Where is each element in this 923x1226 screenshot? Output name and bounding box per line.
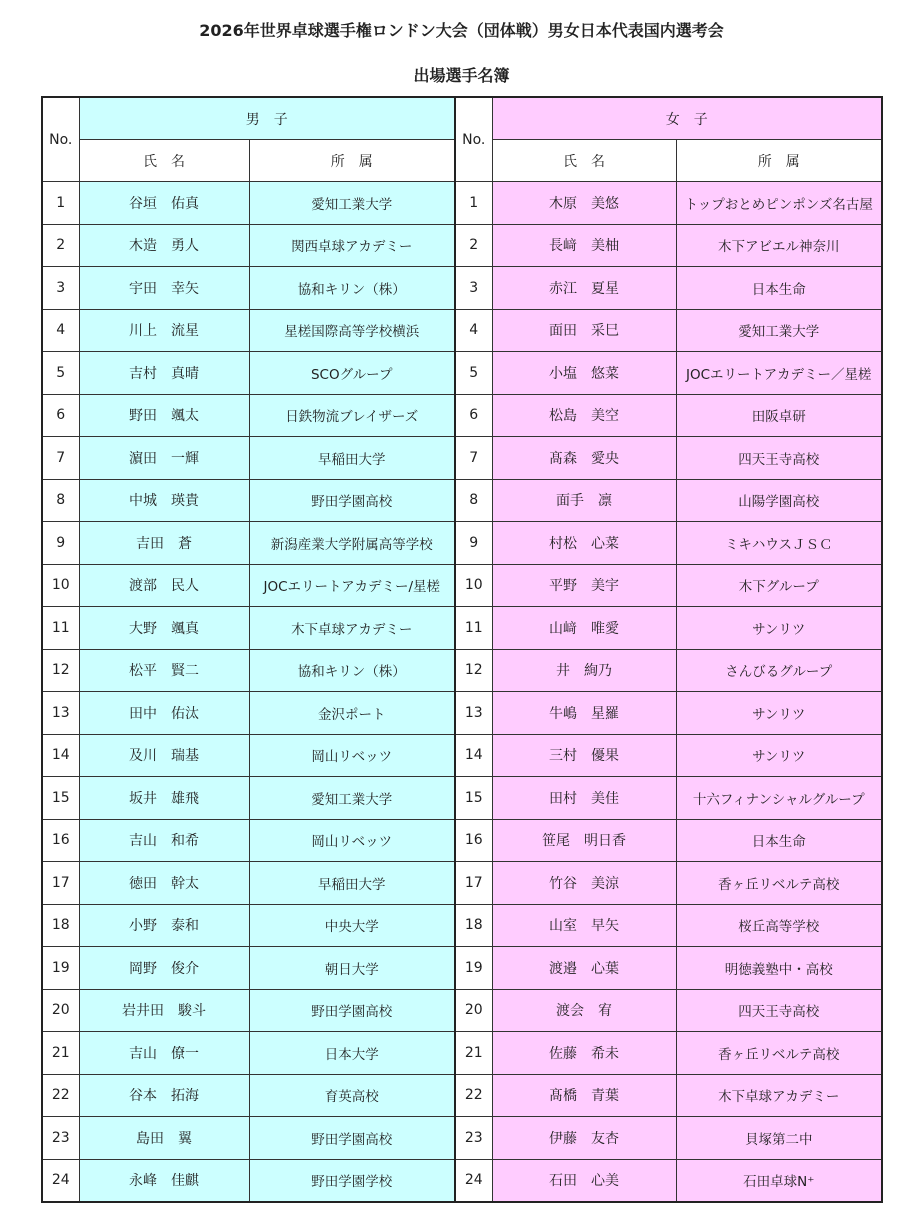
men-player-name: 宇田 幸矢 xyxy=(79,267,249,310)
men-player-affiliation: 野田学園高校 xyxy=(249,479,455,522)
men-player-no: 12 xyxy=(42,649,79,692)
women-player-affiliation: 日本生命 xyxy=(676,267,882,310)
men-player-no: 5 xyxy=(42,352,79,395)
men-player-no: 1 xyxy=(42,182,79,225)
men-player-affiliation: 早稲田大学 xyxy=(249,862,455,905)
men-player-affiliation: 早稲田大学 xyxy=(249,437,455,480)
men-player-name: 松平 賢二 xyxy=(79,649,249,692)
women-header: 女 子 xyxy=(492,97,882,140)
men-no-header: No. xyxy=(42,97,79,182)
women-player-affiliation: さんびるグループ xyxy=(676,649,882,692)
women-player-affiliation: 香ヶ丘リベルテ高校 xyxy=(676,1032,882,1075)
table-row xyxy=(42,437,882,480)
men-player-affiliation: 木下卓球アカデミー xyxy=(249,607,455,650)
men-player-affiliation: 岡山リベッツ xyxy=(249,734,455,777)
women-player-affiliation: 十六フィナンシャルグループ xyxy=(676,777,882,820)
table-row xyxy=(42,904,882,947)
table-row xyxy=(42,309,882,352)
men-player-name: 永峰 佳麒 xyxy=(79,1159,249,1202)
men-player-no: 3 xyxy=(42,267,79,310)
table-row xyxy=(42,182,882,225)
women-player-affiliation: 木下卓球アカデミー xyxy=(676,1074,882,1117)
women-player-no: 17 xyxy=(455,862,492,905)
women-player-affiliation: トップおとめピンポンズ名古屋 xyxy=(676,182,882,225)
women-player-affiliation: 日本生命 xyxy=(676,819,882,862)
men-player-name: 島田 翼 xyxy=(79,1117,249,1160)
men-player-name: 吉山 僚一 xyxy=(79,1032,249,1075)
women-player-affiliation: 石田卓球N⁺ xyxy=(676,1159,882,1202)
men-player-affiliation: SCOグループ xyxy=(249,352,455,395)
women-player-no: 20 xyxy=(455,989,492,1032)
men-player-affiliation: 新潟産業大学附属高等学校 xyxy=(249,522,455,565)
men-player-no: 15 xyxy=(42,777,79,820)
women-player-no: 22 xyxy=(455,1074,492,1117)
women-no-header: No. xyxy=(455,97,492,182)
men-player-affiliation: 協和キリン（株） xyxy=(249,649,455,692)
women-player-affiliation: 貝塚第二中 xyxy=(676,1117,882,1160)
women-player-name: 佐藤 希未 xyxy=(492,1032,676,1075)
men-player-affiliation: 関西卓球アカデミー xyxy=(249,224,455,267)
women-player-name: 面手 凛 xyxy=(492,479,676,522)
men-player-name: 小野 泰和 xyxy=(79,904,249,947)
women-player-no: 10 xyxy=(455,564,492,607)
men-player-name: 岩井田 駿斗 xyxy=(79,989,249,1032)
women-affiliation-header: 所 属 xyxy=(676,140,882,182)
women-player-no: 9 xyxy=(455,522,492,565)
women-player-affiliation: 明徳義塾中・高校 xyxy=(676,947,882,990)
women-player-no: 15 xyxy=(455,777,492,820)
women-player-affiliation: 四天王寺高校 xyxy=(676,989,882,1032)
men-player-name: 坂井 雄飛 xyxy=(79,777,249,820)
men-player-name: 濵田 一輝 xyxy=(79,437,249,480)
men-player-no: 21 xyxy=(42,1032,79,1075)
table-row xyxy=(42,1159,882,1202)
header-row-1 xyxy=(42,97,882,140)
women-player-name: 村松 心菜 xyxy=(492,522,676,565)
men-player-name: 吉山 和希 xyxy=(79,819,249,862)
men-player-no: 18 xyxy=(42,904,79,947)
women-player-affiliation: 木下グループ xyxy=(676,564,882,607)
women-player-affiliation: サンリツ xyxy=(676,692,882,735)
men-player-name: 野田 颯太 xyxy=(79,394,249,437)
table-row xyxy=(42,862,882,905)
women-player-name: 長﨑 美柚 xyxy=(492,224,676,267)
women-player-affiliation: 愛知工業大学 xyxy=(676,309,882,352)
women-player-affiliation: 香ヶ丘リベルテ高校 xyxy=(676,862,882,905)
men-player-affiliation: 愛知工業大学 xyxy=(249,182,455,225)
men-player-affiliation: 育英高校 xyxy=(249,1074,455,1117)
women-player-no: 16 xyxy=(455,819,492,862)
women-player-name: 竹谷 美涼 xyxy=(492,862,676,905)
women-player-no: 8 xyxy=(455,479,492,522)
men-player-name: 吉村 真晴 xyxy=(79,352,249,395)
women-player-name: 小塩 悠菜 xyxy=(492,352,676,395)
men-player-no: 4 xyxy=(42,309,79,352)
men-player-name: 中城 瑛貴 xyxy=(79,479,249,522)
women-player-name: 木原 美悠 xyxy=(492,182,676,225)
women-player-name: 三村 優果 xyxy=(492,734,676,777)
women-player-name: 伊藤 友杏 xyxy=(492,1117,676,1160)
women-player-affiliation: 山陽学園高校 xyxy=(676,479,882,522)
men-player-name: 渡部 民人 xyxy=(79,564,249,607)
table-row xyxy=(42,479,882,522)
men-player-affiliation: 中央大学 xyxy=(249,904,455,947)
women-name-header: 氏 名 xyxy=(492,140,676,182)
table-row xyxy=(42,649,882,692)
men-player-name: 谷本 拓海 xyxy=(79,1074,249,1117)
women-player-affiliation: JOCエリートアカデミー／星槎 xyxy=(676,352,882,395)
men-name-header: 氏 名 xyxy=(79,140,249,182)
document-subtitle: 出場選手名簿 xyxy=(413,66,510,85)
men-player-affiliation: 野田学園高校 xyxy=(249,1117,455,1160)
table-row xyxy=(42,522,882,565)
women-player-name: 山﨑 唯愛 xyxy=(492,607,676,650)
women-player-no: 14 xyxy=(455,734,492,777)
women-player-name: 山室 早矢 xyxy=(492,904,676,947)
men-player-no: 8 xyxy=(42,479,79,522)
women-player-affiliation: 木下アビエル神奈川 xyxy=(676,224,882,267)
table-row xyxy=(42,267,882,310)
women-player-no: 3 xyxy=(455,267,492,310)
men-player-affiliation: 金沢ポート xyxy=(249,692,455,735)
women-player-name: 井 絢乃 xyxy=(492,649,676,692)
men-player-affiliation: JOCエリートアカデミー/星槎 xyxy=(249,564,455,607)
men-player-affiliation: 野田学園高校 xyxy=(249,989,455,1032)
men-player-name: 谷垣 佑真 xyxy=(79,182,249,225)
men-player-name: 木造 勇人 xyxy=(79,224,249,267)
men-player-name: 吉田 蒼 xyxy=(79,522,249,565)
women-player-affiliation: サンリツ xyxy=(676,734,882,777)
table-row xyxy=(42,947,882,990)
document-title: 2026年世界卓球選手権ロンドン大会（団体戦）男女日本代表国内選考会 xyxy=(199,21,724,40)
table-row xyxy=(42,692,882,735)
men-player-affiliation: 日鉄物流ブレイザーズ xyxy=(249,394,455,437)
table-row xyxy=(42,734,882,777)
women-player-no: 12 xyxy=(455,649,492,692)
men-player-no: 19 xyxy=(42,947,79,990)
men-player-name: 岡野 俊介 xyxy=(79,947,249,990)
men-player-no: 17 xyxy=(42,862,79,905)
men-player-no: 6 xyxy=(42,394,79,437)
men-player-no: 24 xyxy=(42,1159,79,1202)
table-row xyxy=(42,777,882,820)
men-player-no: 14 xyxy=(42,734,79,777)
men-player-affiliation: 日本大学 xyxy=(249,1032,455,1075)
women-player-name: 石田 心美 xyxy=(492,1159,676,1202)
women-player-no: 24 xyxy=(455,1159,492,1202)
women-player-no: 7 xyxy=(455,437,492,480)
table-row xyxy=(42,1074,882,1117)
men-player-name: 川上 流星 xyxy=(79,309,249,352)
men-player-affiliation: 星槎国際高等学校横浜 xyxy=(249,309,455,352)
men-player-name: 徳田 幹太 xyxy=(79,862,249,905)
women-player-name: 髙橋 青葉 xyxy=(492,1074,676,1117)
men-player-affiliation: 愛知工業大学 xyxy=(249,777,455,820)
men-player-affiliation: 岡山リベッツ xyxy=(249,819,455,862)
women-player-no: 23 xyxy=(455,1117,492,1160)
women-player-no: 4 xyxy=(455,309,492,352)
men-affiliation-header: 所 属 xyxy=(249,140,455,182)
women-player-affiliation: 四天王寺高校 xyxy=(676,437,882,480)
women-player-affiliation: ミキハウスＪＳＣ xyxy=(676,522,882,565)
women-player-name: 渡会 宥 xyxy=(492,989,676,1032)
table-row xyxy=(42,1117,882,1160)
women-player-no: 2 xyxy=(455,224,492,267)
women-player-name: 渡邉 心葉 xyxy=(492,947,676,990)
men-player-name: 大野 颯真 xyxy=(79,607,249,650)
women-player-name: 牛嶋 星羅 xyxy=(492,692,676,735)
men-player-no: 10 xyxy=(42,564,79,607)
women-player-affiliation: 桜丘高等学校 xyxy=(676,904,882,947)
women-player-affiliation: サンリツ xyxy=(676,607,882,650)
men-player-no: 13 xyxy=(42,692,79,735)
table-row xyxy=(42,607,882,650)
women-player-no: 18 xyxy=(455,904,492,947)
women-player-no: 19 xyxy=(455,947,492,990)
women-player-name: 髙森 愛央 xyxy=(492,437,676,480)
table-row xyxy=(42,352,882,395)
women-player-no: 11 xyxy=(455,607,492,650)
men-player-affiliation: 朝日大学 xyxy=(249,947,455,990)
women-player-no: 21 xyxy=(455,1032,492,1075)
men-player-no: 20 xyxy=(42,989,79,1032)
women-player-name: 笹尾 明日香 xyxy=(492,819,676,862)
men-player-no: 16 xyxy=(42,819,79,862)
women-player-name: 松島 美空 xyxy=(492,394,676,437)
men-player-no: 2 xyxy=(42,224,79,267)
table-row xyxy=(42,1032,882,1075)
men-player-no: 9 xyxy=(42,522,79,565)
table-row xyxy=(42,394,882,437)
men-player-no: 22 xyxy=(42,1074,79,1117)
women-player-name: 面田 采巳 xyxy=(492,309,676,352)
women-player-no: 13 xyxy=(455,692,492,735)
women-player-name: 赤江 夏星 xyxy=(492,267,676,310)
table-row xyxy=(42,989,882,1032)
women-player-no: 1 xyxy=(455,182,492,225)
women-player-no: 6 xyxy=(455,394,492,437)
men-player-affiliation: 野田学園学校 xyxy=(249,1159,455,1202)
table-row xyxy=(42,819,882,862)
table-row xyxy=(42,224,882,267)
women-player-affiliation: 田阪卓研 xyxy=(676,394,882,437)
men-player-no: 23 xyxy=(42,1117,79,1160)
men-header: 男 子 xyxy=(79,97,455,140)
men-player-name: 田中 佑汰 xyxy=(79,692,249,735)
men-player-no: 7 xyxy=(42,437,79,480)
men-player-name: 及川 瑞基 xyxy=(79,734,249,777)
table-row xyxy=(42,564,882,607)
men-player-no: 11 xyxy=(42,607,79,650)
player-roster-table xyxy=(41,96,883,1203)
women-player-no: 5 xyxy=(455,352,492,395)
men-player-affiliation: 協和キリン（株） xyxy=(249,267,455,310)
women-player-name: 平野 美宇 xyxy=(492,564,676,607)
women-player-name: 田村 美佳 xyxy=(492,777,676,820)
